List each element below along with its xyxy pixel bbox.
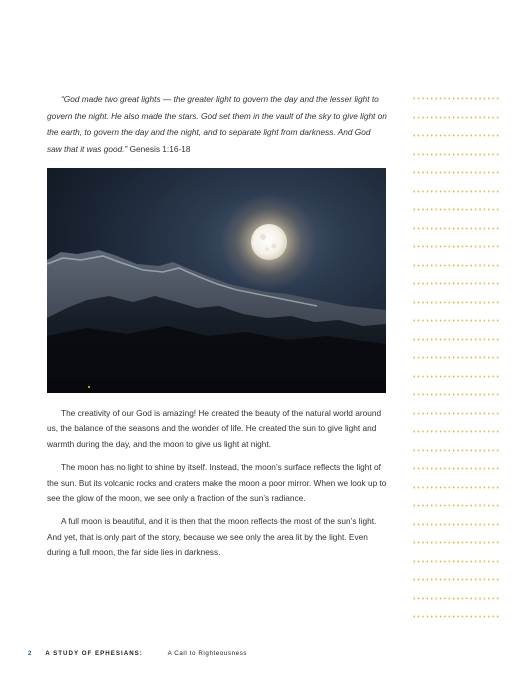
note-line bbox=[412, 301, 500, 320]
full-moon bbox=[251, 224, 287, 260]
note-line bbox=[412, 153, 500, 172]
note-line bbox=[412, 375, 500, 394]
page-number: 2 bbox=[28, 650, 33, 657]
distant-light bbox=[88, 386, 90, 388]
notes-dotted-lines bbox=[412, 97, 500, 634]
note-line bbox=[412, 449, 500, 468]
note-line bbox=[412, 615, 500, 634]
series-subtitle: A Call to Righteousness bbox=[167, 650, 248, 657]
note-line bbox=[412, 467, 500, 486]
quote-reference: Genesis 1:16-18 bbox=[129, 143, 191, 154]
series-title: A STUDY OF EPHESIANS: bbox=[45, 650, 143, 657]
paragraph-3: A full moon is beautiful, and it is then that the moon reflects the most of the sun’s light. And yet, that is only part of the story, because we see only the area lit by the light. Even during a full moon, the far side lies in darkness. bbox=[47, 516, 377, 558]
note-line bbox=[412, 338, 500, 357]
body-text bbox=[47, 406, 387, 569]
note-line bbox=[412, 208, 500, 227]
note-line bbox=[412, 245, 500, 264]
note-line bbox=[412, 116, 500, 135]
paragraph-2: The moon has no light to shine by itself. Instead, the moon’s surface reflects the light of the sun. But its volcanic rocks and craters make the moon a poor mirror. When we look up to see the glow of the moon, we see only a fraction of the sun’s radiance. bbox=[47, 462, 387, 504]
note-line bbox=[412, 597, 500, 616]
note-line bbox=[412, 541, 500, 560]
note-line bbox=[412, 282, 500, 301]
note-line bbox=[412, 523, 500, 542]
note-line bbox=[412, 578, 500, 597]
note-line bbox=[412, 430, 500, 449]
moon-mountain-image bbox=[47, 168, 386, 393]
note-line bbox=[412, 486, 500, 505]
quote-text: “God made two great lights — the greater light to govern the day and the lesser light to govern the night. He also made the stars. God set them in the vault of the sky to give light on the earth, to govern the day and the night, and to separate light from darkness. And God saw that it was good.” bbox=[47, 94, 387, 154]
note-line bbox=[412, 171, 500, 190]
note-line bbox=[412, 190, 500, 209]
note-line bbox=[412, 227, 500, 246]
note-line bbox=[412, 393, 500, 412]
full-moon-photo bbox=[47, 168, 386, 393]
note-line bbox=[412, 504, 500, 523]
page-footer bbox=[28, 650, 247, 657]
note-line bbox=[412, 264, 500, 283]
note-line bbox=[412, 412, 500, 431]
paragraph-1: The creativity of our God is amazing! He created the beauty of the natural world around us, the balance of the seasons and the wonder of life. He created the sun to give light and warmth during the day, and the moon to give us light at night. bbox=[47, 408, 382, 449]
note-line bbox=[412, 356, 500, 375]
scripture-quote bbox=[47, 91, 387, 157]
note-line bbox=[412, 319, 500, 338]
note-line bbox=[412, 560, 500, 579]
note-line bbox=[412, 134, 500, 153]
note-line bbox=[412, 97, 500, 116]
